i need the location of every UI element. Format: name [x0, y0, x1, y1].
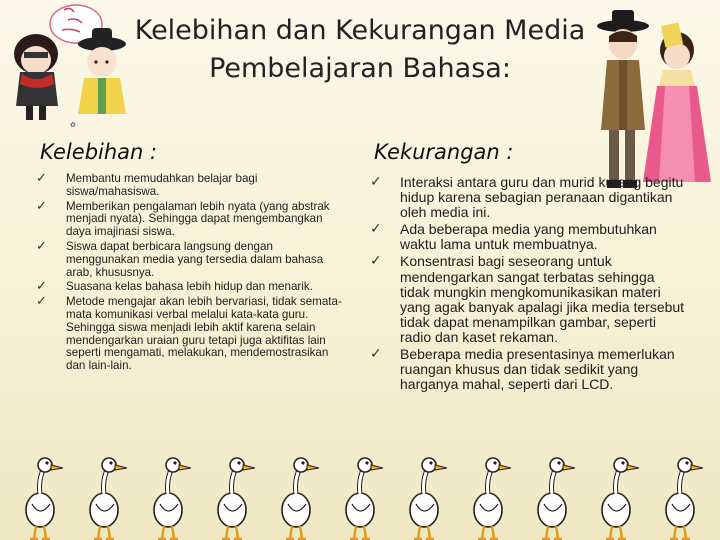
cartoon-bird-icon	[154, 458, 191, 539]
advantages-heading: Kelebihan :	[40, 140, 158, 164]
cartoon-bird-icon	[218, 458, 255, 539]
cartoon-bird-icon	[26, 458, 63, 539]
cartoon-bird-icon	[538, 458, 575, 539]
list-item-text: Ada beberapa media yang membutuhkan waktu lama untuk membuatnya.	[400, 221, 657, 253]
list-item-text: Membantu memudahkan belajar bagi siswa/mahasiswa.	[66, 172, 258, 198]
slide-title-line2: Pembelajaran Bahasa:	[209, 53, 511, 84]
disadvantages-list	[370, 175, 685, 394]
check-icon: ✓	[370, 221, 382, 238]
list-item-text: Siswa dapat berbicara langsung dengan menggunakan media yang tersedia dalam bahasa arab, khususnya.	[66, 239, 324, 279]
list-item	[36, 198, 348, 239]
svg-text:✿: ✿	[70, 122, 76, 129]
cartoon-bird-icon	[474, 458, 511, 539]
list-item-text: Interaksi antara guru dan murid kurang begitu hidup karena sebagian peranaan digantikan oleh media ini.	[400, 174, 684, 221]
list-item	[36, 296, 348, 373]
list-item-text: Memberikan pengalaman lebih nyata (yang abstrak menjadi nyata). Sehingga dapat mengembangkan daya imajinasi siswa.	[66, 199, 330, 239]
list-item	[36, 281, 348, 294]
list-item	[370, 254, 685, 345]
check-icon: ✓	[36, 294, 47, 310]
list-item-text: Konsentrasi bagi seseorang untuk mendengarkan sangat terbatas sehingga tidak mungkin mengkomunikasikan materi yang agak banyak apalagi jika media tersebut tidak dapat menampilkan gambar, seperti radio dan kaset rekaman.	[400, 253, 685, 345]
slide-title-line1: Kelebihan dan Kekurangan Media	[134, 15, 586, 46]
check-icon: ✓	[370, 346, 382, 363]
cartoon-bird-icon	[410, 458, 447, 539]
list-item-text: Metode mengajar akan lebih bervariasi, tidak semata-mata komunikasi verbal melalui kata-kata guru. Sehingga siswa menjadi lebih aktif karena selain mendengarkan uraian guru tetapi juga aktifitas lain seperti mengamati, melakukan, mendemostrasikan dan lain-lain.	[66, 295, 342, 373]
list-item	[370, 347, 685, 392]
slide-title	[120, 12, 600, 88]
list-item	[370, 222, 685, 252]
list-item	[36, 238, 348, 279]
cartoon-bird-icon	[346, 458, 383, 539]
check-icon: ✓	[36, 279, 47, 295]
korean-costume-pair-icon	[585, 4, 713, 194]
bird-border	[0, 452, 720, 540]
list-item	[370, 175, 685, 220]
cartoon-bird-icon	[666, 458, 703, 539]
list-item-text: Beberapa media presentasinya memerlukan ruangan khusus dan tidak sedikit yang harganya mahal, seperti dari LCD.	[400, 346, 675, 393]
cartoon-bird-icon	[90, 458, 127, 539]
check-icon: ✓	[370, 253, 382, 270]
disadvantages-heading: Kekurangan :	[374, 140, 514, 164]
check-icon: ✓	[36, 171, 47, 186]
check-icon: ✓	[370, 174, 382, 190]
list-item-text: Suasana kelas bahasa lebih hidup dan menarik.	[66, 280, 313, 294]
cartoon-bird-icon	[602, 458, 639, 539]
advantages-list	[36, 173, 348, 375]
list-item	[36, 173, 348, 199]
check-icon: ✓	[36, 238, 47, 254]
check-icon: ✓	[36, 198, 47, 214]
cartoon-bird-icon	[282, 458, 319, 539]
